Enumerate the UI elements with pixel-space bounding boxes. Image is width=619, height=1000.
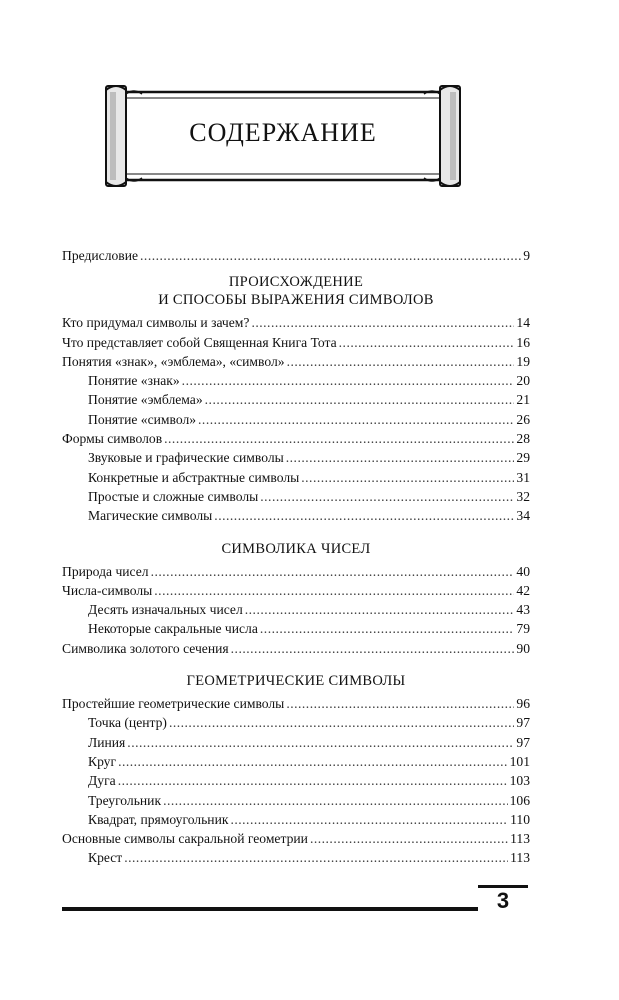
toc-entry-page: 28: [516, 431, 530, 447]
leader-dots: [230, 812, 508, 828]
toc-entry-page: 40: [516, 563, 530, 579]
page-number: 3: [496, 888, 510, 913]
toc-entry-title: Формы символов: [62, 431, 163, 447]
toc-entry-page: 101: [509, 753, 530, 769]
toc-entry-page: 21: [516, 392, 530, 408]
leader-dots: [260, 489, 514, 505]
toc-entry-title: Десять изначальных чисел: [88, 602, 243, 618]
leader-dots: [169, 715, 514, 731]
leader-dots: [154, 583, 514, 599]
toc-entry-page: 97: [516, 734, 530, 750]
toc-entry-title: Символика золотого сечения: [62, 640, 229, 656]
toc-entry-page: 110: [510, 811, 530, 827]
toc-entry-title: Магические символы: [88, 508, 213, 524]
toc-entry-title: Крест: [88, 850, 123, 866]
toc-entry-title: Числа-символы: [62, 582, 153, 598]
leader-dots: [140, 248, 521, 264]
toc-entry-title: Круг: [88, 753, 117, 769]
section-entries: [62, 564, 530, 660]
toc-entry[interactable]: [62, 315, 530, 334]
leader-dots: [286, 450, 515, 466]
section-title-line: ПРОИСХОЖДЕНИЕ: [228, 274, 364, 291]
section-heading: [62, 273, 530, 309]
toc-subentry[interactable]: [62, 470, 530, 489]
toc-entry-title: Кто придумал символы и зачем?: [62, 315, 250, 331]
leader-dots: [286, 696, 514, 712]
section-title-line: И СПОСОБЫ ВЫРАЖЕНИЯ СИМВОЛОВ: [158, 292, 434, 309]
toc-entry-title: Понятие «эмблема»: [88, 392, 203, 408]
table-of-contents: [62, 248, 530, 870]
toc-entry-title: Дуга: [88, 773, 116, 789]
toc-entry[interactable]: [62, 641, 530, 660]
leader-dots: [339, 335, 515, 351]
toc-entry[interactable]: [62, 431, 530, 450]
toc-subentry[interactable]: [62, 621, 530, 640]
toc-subentry[interactable]: [62, 489, 530, 508]
leader-dots: [182, 373, 515, 389]
toc-entry[interactable]: [62, 335, 530, 354]
toc-entry-page: 31: [516, 469, 530, 485]
footer-rule: [62, 907, 478, 911]
leader-dots: [163, 793, 508, 809]
toc-subentry[interactable]: [62, 392, 530, 411]
toc-entry-page: 79: [516, 621, 530, 637]
toc-entry-page: 42: [516, 582, 530, 598]
toc-subentry[interactable]: [62, 602, 530, 621]
leader-dots: [231, 641, 515, 657]
toc-entry-title: Простые и сложные символы: [88, 488, 259, 504]
leader-dots: [127, 735, 514, 751]
toc-entry-title: Природа чисел: [62, 563, 149, 579]
toc-subentry[interactable]: [62, 850, 530, 869]
leader-dots: [118, 754, 508, 770]
toc-entry-page: 96: [516, 696, 530, 712]
toc-subentry[interactable]: [62, 373, 530, 392]
section-title-line: СИМВОЛИКА ЧИСЕЛ: [221, 540, 371, 557]
section-heading: [62, 540, 530, 558]
toc-entry-title: Звуковые и графические символы: [88, 450, 284, 466]
toc-entry-title: Простейшие геометрические символы: [62, 696, 285, 712]
toc-entry-page: 14: [516, 315, 530, 331]
toc-entry[interactable]: [62, 696, 530, 715]
toc-entry-page: 19: [516, 353, 530, 369]
leader-dots: [310, 831, 508, 847]
leader-dots: [124, 850, 508, 866]
toc-entry-page: 103: [509, 773, 530, 789]
toc-entry[interactable]: [62, 564, 530, 583]
toc-entry-title: Линия: [88, 734, 126, 750]
section-heading: [62, 672, 530, 690]
toc-subentry[interactable]: [62, 793, 530, 812]
toc-entry-page: 26: [516, 411, 530, 427]
toc-entry-page: 90: [516, 640, 530, 656]
toc-entry-title: Что представляет собой Священная Книга Тота: [62, 334, 337, 350]
toc-entry-title: Понятие «символ»: [88, 411, 197, 427]
toc-entry-title: Некоторые сакральные числа: [88, 621, 258, 637]
toc-entry-title: Основные символы сакральной геометрии: [62, 831, 308, 847]
toc-subentry[interactable]: [62, 715, 530, 734]
leader-dots: [118, 773, 508, 789]
toc-subentry[interactable]: [62, 735, 530, 754]
leader-dots: [245, 602, 515, 618]
toc-entry-page: 20: [516, 373, 530, 389]
toc-entry-page: 32: [516, 488, 530, 504]
toc-entry-page: 113: [510, 850, 530, 866]
toc-entry-preface[interactable]: [62, 248, 530, 267]
leader-dots: [214, 508, 514, 524]
toc-entry-title: Предисловие: [62, 248, 139, 263]
toc-subentry[interactable]: [62, 508, 530, 527]
leader-dots: [301, 470, 514, 486]
toc-entry-title: Квадрат, прямоугольник: [88, 811, 229, 827]
toc-entry[interactable]: [62, 354, 530, 373]
toc-entry-page: 29: [516, 450, 530, 466]
leader-dots: [198, 412, 514, 428]
section-entries: [62, 315, 530, 527]
toc-entry-page: 43: [516, 602, 530, 618]
scroll-banner: [104, 84, 462, 188]
toc-entry-page: 97: [516, 715, 530, 731]
toc-entry-title: Треугольник: [88, 792, 162, 808]
toc-subentry[interactable]: [62, 773, 530, 792]
toc-entry-title: Точка (центр): [88, 715, 167, 731]
leader-dots: [151, 564, 515, 580]
page-title: СОДЕРЖАНИЕ: [189, 118, 377, 147]
toc-subentry[interactable]: [62, 412, 530, 431]
section-title-line: ГЕОМЕТРИЧЕСКИЕ СИМВОЛЫ: [186, 673, 406, 690]
toc-entry[interactable]: [62, 831, 530, 850]
toc-entry-title: Понятия «знак», «эмблема», «символ»: [62, 353, 285, 369]
toc-entry-page: 34: [516, 508, 530, 524]
leader-dots: [260, 621, 515, 637]
toc-entry-page: 113: [510, 831, 530, 847]
toc-subentry[interactable]: [62, 754, 530, 773]
toc-subentry[interactable]: [62, 812, 530, 831]
leader-dots: [287, 354, 515, 370]
toc-entry-page: 16: [516, 334, 530, 350]
leader-dots: [251, 315, 514, 331]
toc-entry-title: Понятие «знак»: [88, 373, 180, 389]
toc-subentry[interactable]: [62, 450, 530, 469]
toc-entry[interactable]: [62, 583, 530, 602]
leader-dots: [205, 392, 515, 408]
leader-dots: [164, 431, 514, 447]
toc-entry-title: Конкретные и абстрактные символы: [88, 469, 300, 485]
toc-entry-page: 106: [509, 792, 530, 808]
section-entries: [62, 696, 530, 870]
toc-entry-page: 9: [523, 248, 530, 263]
